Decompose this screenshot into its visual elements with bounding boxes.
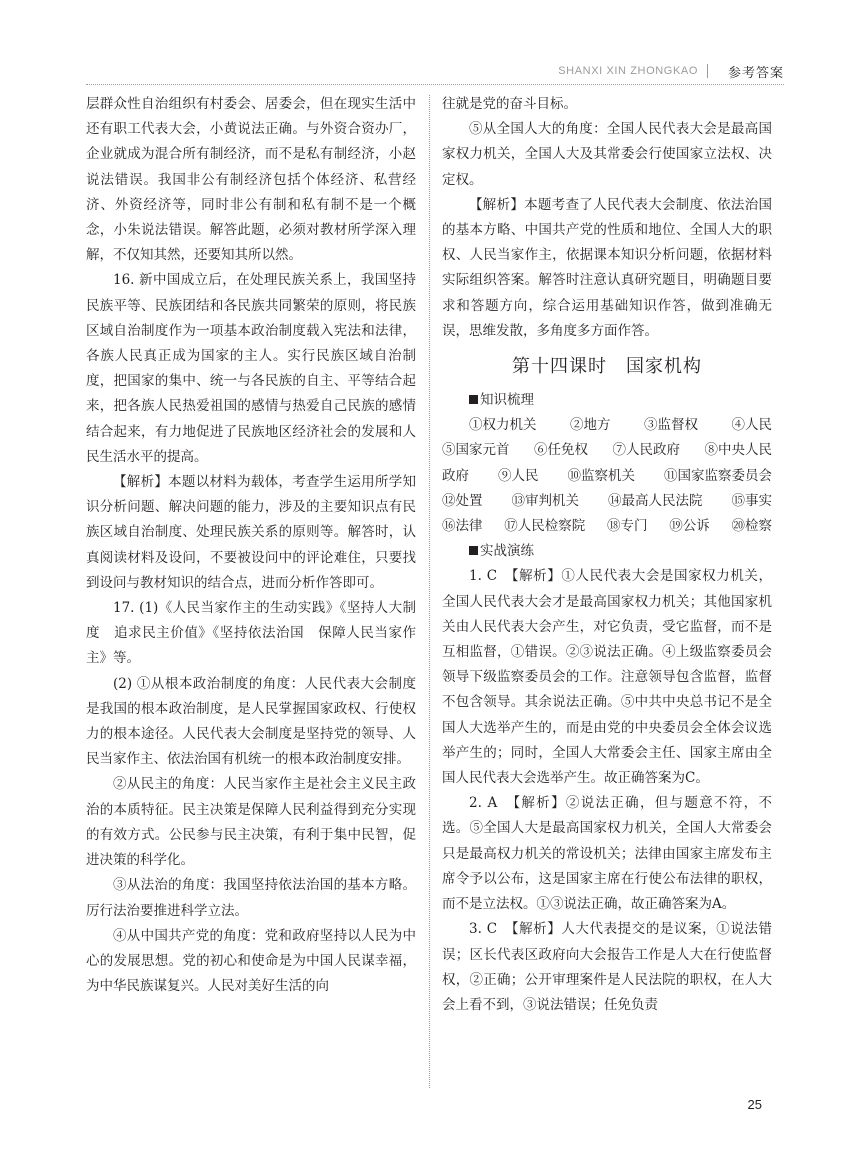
header-english: SHANXI XIN ZHONGKAO <box>558 65 698 77</box>
knowledge-item: ⑨人民 <box>498 467 539 484</box>
left-column <box>86 92 416 999</box>
knowledge-item: ④人民 <box>731 417 772 434</box>
knowledge-item: ⑯法律 <box>442 518 483 535</box>
lesson-title: 第十四课时 国家机构 <box>512 356 702 378</box>
header-section-title: 参考答案 <box>727 66 784 81</box>
knowledge-item: ⑭最高人民法院 <box>608 492 703 509</box>
column-divider <box>429 95 430 1088</box>
knowledge-item: ⑰人民检察院 <box>504 518 586 535</box>
knowledge-item: ⑦人民政府 <box>612 442 680 459</box>
knowledge-item: ②地方 <box>570 417 611 434</box>
right-continuation: 往就是党的奋斗目标。 <box>442 96 577 112</box>
square-bullet-icon <box>469 546 478 555</box>
answer-16: 16. 新中国成立后，在处理民族关系上，我国坚持民族平等、民族团结和各民族共同繁荣的原则，将民族区域自治制度作为一项基本政治制度载入宪法和法律，各族人民真正成为国家的主人。实行民族区域自治制度，把国家的集中、统一与各民族的自主、平等结合起来，把各族人民热爱祖国的感情与热爱自己民族的感情结合起来，有力地促进了民族地区经济社会的发展和人民生活水平的提高。 <box>86 272 416 465</box>
page-number: 25 <box>747 1097 762 1112</box>
knowledge-item: ⑱专门 <box>607 518 648 535</box>
practice-answer-1: 1. C 【解析】①人民代表大会是国家权力机关，全国人民代表大会才是最高国家权力机关；其他国家机关由人民代表大会产生，对它负责，受它监督，而不是互相监督，①错误。②③说法正确。④上级监察委员会领导下级监察委员会的工作。注意领导包含监督，监督不包含领导。其余说法正确。⑤中共中央总书记不是全国人大选举产生的，而是由党的中央委员会全体会议选举产生的；同时，全国人大常委会主任、国家主席由全国人民代表大会选举产生。故正确答案为C。 <box>442 568 772 787</box>
knowledge-heading-label: 知识梳理 <box>480 392 534 409</box>
answer-17-part-1: 17. (1)《人民当家作主的生动实践》《坚持人大制度 追求民主价值》《坚持依法治国 保障人民当家作主》等。 <box>86 600 416 667</box>
header-separator <box>707 64 708 78</box>
answer-17-point-4: ④从中国共产党的角度：党和政府坚持以人民为中心的发展思想。党的初心和使命是为中国人民谋幸福，为中华民族谋复兴。人民对美好生活的向 <box>86 927 416 995</box>
knowledge-item: ③监督权 <box>644 417 698 434</box>
practice-heading <box>442 539 772 564</box>
square-bullet-icon <box>469 395 478 404</box>
knowledge-item: ⑮事实 <box>731 492 772 509</box>
knowledge-heading <box>442 388 772 413</box>
practice-answer-3: 3. C 【解析】人大代表提交的是议案，①说法错误；区长代表区政府向大会报告工作是人大在行使监督权，②正确；公开审理案件是人民法院的职权，在人大会上看不到，③说法错误；任免负责 <box>442 921 772 1013</box>
practice-heading-label: 实战演练 <box>480 543 534 560</box>
answer-17-point-3: ③从法治的角度：我国坚持依法治国的基本方略。厉行法治要推进科学立法。 <box>86 877 416 919</box>
knowledge-item: ⑩监察机关 <box>567 467 635 484</box>
knowledge-item: ⑤国家元首 <box>442 442 510 459</box>
knowledge-item: ⑲公诉 <box>669 518 710 535</box>
analysis-17: 【解析】本题考查了人民代表大会制度、依法治国的基本方略、中国共产党的性质和地位、全国人大的职权、人民当家作主，依据课本知识分析问题，依据材料实际组织答案。解答时注意认真研究题目，明确题目要求和答题方向，综合运用基础知识作答，做到准确无误，思维发散，多角度多方面作答。 <box>442 196 772 339</box>
knowledge-item: ⑧中央人民 <box>704 442 772 459</box>
analysis-16: 【解析】本题以材料为载体，考查学生运用所学知识分析问题、解决问题的能力，涉及的主要知识点有民族区域自治制度、处理民族关系的原则等。解答时，认真阅读材料及设问，不要被设问中的评论难住，只要找到设问与教材知识的结合点，进而分析作答即可。 <box>86 474 416 591</box>
knowledge-row <box>442 438 772 463</box>
knowledge-item: ⑳检察 <box>731 518 772 535</box>
answer-17-part-2: (2) ①从根本政治制度的角度：人民代表大会制度是我国的根本政治制度，是人民掌握国家政权、行使权力的根本途径。人民代表大会制度是坚持党的领导、人民当家作主、依法治国有机统一的根本政治制度安排。 <box>86 675 416 768</box>
practice-answer-2: 2. A 【解析】②说法正确，但与题意不符，不选。⑤全国人大是最高国家权力机关，全国人大常委会只是最高权力机关的常设机关；法律由国家主席发布主席令予以公布，这是国家主席在行使公布法律的职权，而不是立法权。①③说法正确，故正确答案为A。 <box>442 795 772 913</box>
knowledge-item: ⑪国家监察委员会 <box>664 467 772 484</box>
knowledge-item: 政府 <box>442 467 469 484</box>
knowledge-item: ⑬审判机关 <box>511 492 579 509</box>
knowledge-row <box>442 413 772 438</box>
left-paragraph: 层群众性自治组织有村委会、居委会，但在现实生活中还有职工代表大会，小黄说法正确。与外资合资办厂，企业就成为混合所有制经济，而不是私有制经济，小赵说法错误。我国非公有制经济包括个体经济、私营经济、外资经济等，同时非公有制和私有制不是一个概念，小朱说法错误。解答此题，必须对教材所学深入理解，不仅知其然，还要知其所以然。 <box>86 96 416 264</box>
answer-17-point-5: ⑤从全国人大的角度：全国人民代表大会是最高国家权力机关，全国人大及其常委会行使国家立法权、决定权。 <box>442 121 772 188</box>
knowledge-row <box>442 489 772 514</box>
knowledge-row <box>442 464 772 489</box>
right-column <box>442 92 772 1018</box>
knowledge-item: ⑥任免权 <box>534 442 588 459</box>
knowledge-row <box>442 514 772 539</box>
knowledge-item: ①权力机关 <box>469 417 537 434</box>
knowledge-item: ⑫处置 <box>442 492 483 509</box>
running-header <box>86 62 784 85</box>
answer-17-point-2: ②从民主的角度：人民当家作主是社会主义民主政治的本质特征。民主决策是保障人民利益得到充分实现的有效方式。公民参与民主决策，有利于集中民智，促进决策的科学化。 <box>86 776 416 869</box>
